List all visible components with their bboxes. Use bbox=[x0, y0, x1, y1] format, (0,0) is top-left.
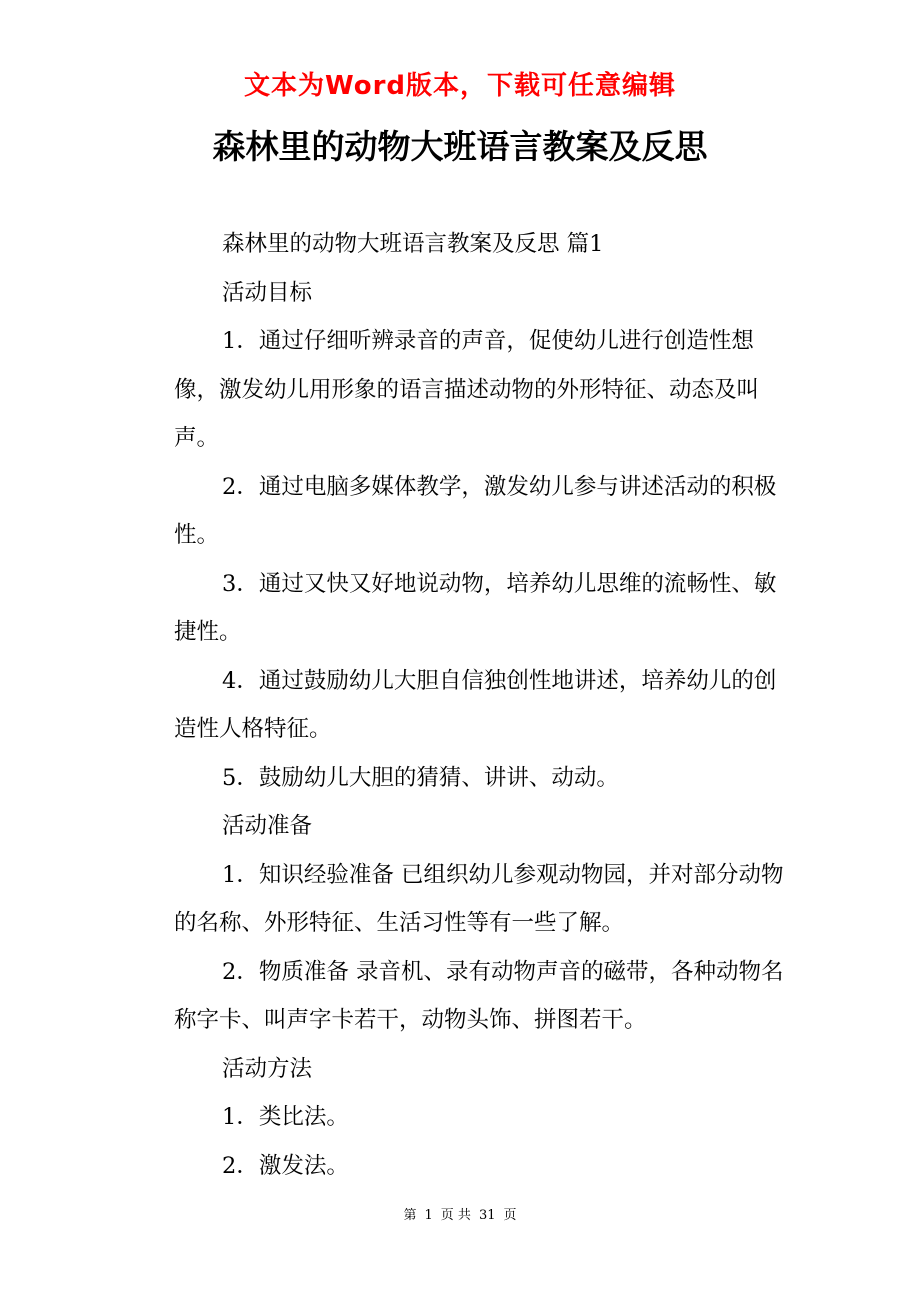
section-heading: 活动准备 bbox=[222, 813, 313, 839]
footer-middle: 页 共 bbox=[440, 1208, 471, 1223]
footer-suffix: 页 bbox=[503, 1208, 517, 1223]
section-heading: 森林里的动物大班语言教案及反思 篇1 bbox=[222, 231, 604, 257]
download-banner: 文本为Word版本，下载可任意编辑 bbox=[243, 71, 677, 101]
paragraph: 5．鼓励幼儿大胆的猜猜、讲讲、动动。 bbox=[222, 764, 619, 791]
section-heading: 活动目标 bbox=[222, 279, 313, 306]
total-page-count: 31 bbox=[478, 1208, 496, 1223]
paragraph: 2．通过电脑多媒体教学，激发幼儿参与讲述活动的积极性。 bbox=[174, 473, 777, 548]
paragraph: 3．通过又快又好地说动物，培养幼儿思维的流畅性、敏捷性。 bbox=[174, 570, 777, 645]
paragraph: 1．通过仔细听辨录音的声音，促使幼儿进行创造性想像，激发幼儿用形象的语言描述动物的外形特征、动态及叫声。 bbox=[174, 328, 760, 451]
paragraph: 1．知识经验准备 已组织幼儿参观动物园，并对部分动物的名称、外形特征、生活习性等有一些了解。 bbox=[174, 861, 784, 936]
paragraph: 4．通过鼓励幼儿大胆自信独创性地讲述，培养幼儿的创造性人格特征。 bbox=[174, 667, 777, 742]
paragraph: 2．物质准备 录音机、录有动物声音的磁带，各种动物名称字卡、叫声字卡若干，动物头饰、拼图若干。 bbox=[174, 958, 784, 1033]
current-page-number: 1 bbox=[424, 1208, 433, 1223]
paragraph: 2．激发法。 bbox=[222, 1152, 349, 1179]
document-body bbox=[174, 220, 784, 1190]
paragraph: 1．类比法。 bbox=[222, 1104, 349, 1130]
footer-prefix: 第 bbox=[403, 1208, 417, 1223]
document-title: 森林里的动物大班语言教案及反思 bbox=[212, 127, 708, 166]
section-heading: 活动方法 bbox=[222, 1055, 313, 1082]
page-footer bbox=[0, 1206, 920, 1226]
